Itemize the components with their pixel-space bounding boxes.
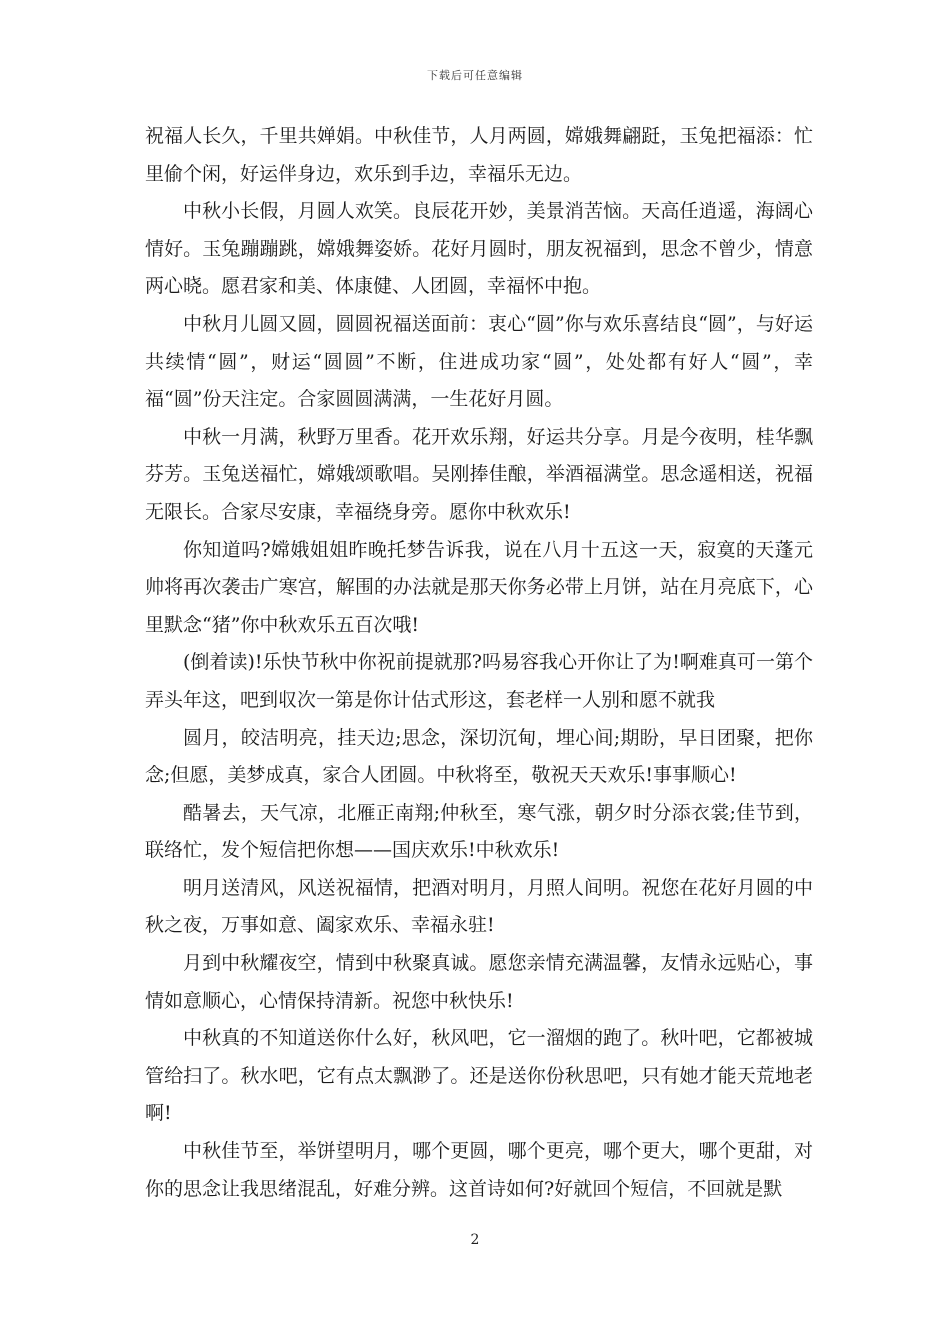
- paragraph: 中秋真的不知道送你什么好，秋风吧，它一溜烟的跑了。秋叶吧，它都被城管给扫了。秋水吧，它有点太飘渺了。还是送你份秋思吧，只有她才能天荒地老啊!: [145, 1027, 813, 1125]
- document-body: [145, 118, 813, 1208]
- page-header: 下载后可任意编辑: [427, 69, 523, 82]
- paragraph: 中秋小长假，月圆人欢笑。良辰花开妙，美景消苦恼。天高任逍遥，海阔心情好。玉兔蹦蹦跳，嫦娥舞姿娇。花好月圆时，朋友祝福到，思念不曾少，情意两心晓。愿君家和美、体康健、人团圆，幸福怀中抱。: [145, 200, 813, 298]
- paragraph: 中秋佳节至，举饼望明月，哪个更圆，哪个更亮，哪个更大，哪个更甜，对你的思念让我思绪混乱，好难分辨。这首诗如何?好就回个短信，不回就是默: [145, 1140, 813, 1200]
- paragraph: 你知道吗?嫦娥姐姐昨晚托梦告诉我，说在八月十五这一天，寂寞的天蓬元帅将再次袭击广寒宫，解围的办法就是那天你务必带上月饼，站在月亮底下，心里默念“猪”你中秋欢乐五百次哦!: [145, 538, 813, 636]
- paragraph: 中秋月儿圆又圆，圆圆祝福送面前：衷心“圆”你与欢乐喜结良“圆”，与好运共续情“圆”，财运“圆圆”不断，住进成功家“圆”，处处都有好人“圆”，幸福“圆”份天注定。合家圆圆满满，一生花好月圆。: [145, 312, 813, 411]
- page-number: 2: [470, 1232, 480, 1248]
- paragraph: 中秋一月满，秋野万里香。花开欢乐翔，好运共分享。月是今夜明，桂华飘芬芳。玉兔送福忙，嫦娥颂歌唱。吴刚捧佳酿，举酒福满堂。思念遥相送，祝福无限长。合家尽安康，幸福绕身旁。愿你中秋欢乐!: [145, 425, 813, 523]
- paragraph: 祝福人长久，千里共婵娟。中秋佳节，人月两圆，嫦娥舞翩跹，玉兔把福添：忙里偷个闲，好运伴身边，欢乐到手边，幸福乐无边。: [145, 125, 813, 185]
- paragraph: 圆月，皎洁明亮，挂天边;思念，深切沉甸，埋心间;期盼，早日团聚，把你念;但愿，美梦成真，家合人团圆。中秋将至，敬祝天天欢乐!事事顺心!: [145, 726, 813, 787]
- paragraph: (倒着读)!乐快节秋中你祝前提就那?吗易容我心开你让了为!啊难真可一第个弄头年这，吧到収次一第是你计估式形这，套老样一人别和愿不就我: [145, 651, 813, 711]
- paragraph: 月到中秋耀夜空，情到中秋聚真诚。愿您亲情充满温馨，友情永远贴心，事情如意顺心，心情保持清新。祝您中秋快乐!: [145, 952, 813, 1012]
- paragraph: 酷暑去，天气凉，北雁正南翔;仲秋至，寒气涨，朝夕时分添衣裳;佳节到，联络忙，发个短信把你想——国庆欢乐!中秋欢乐!: [145, 801, 813, 862]
- paragraph: 明月送清风，风送祝福情，把酒对明月，月照人间明。祝您在花好月圆的中秋之夜，万事如意、阖家欢乐、幸福永驻!: [145, 876, 813, 937]
